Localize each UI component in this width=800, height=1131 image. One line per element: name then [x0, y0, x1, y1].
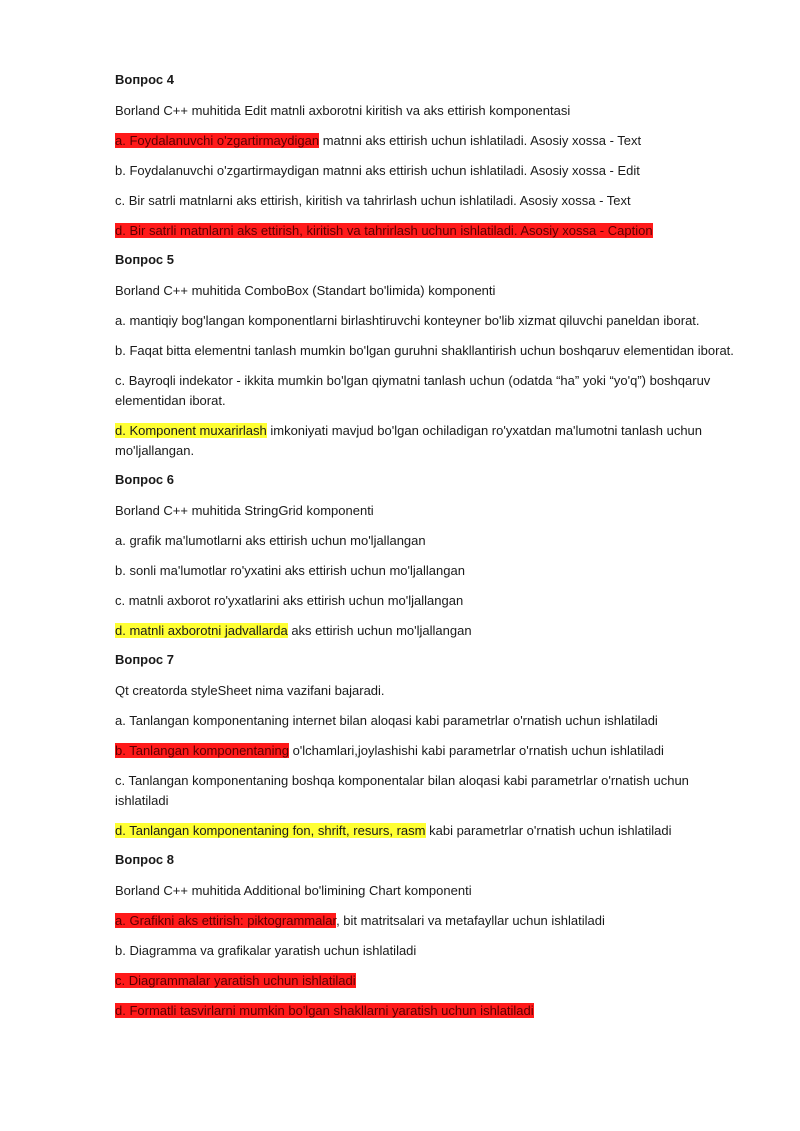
question-text: Qt creatorda styleSheet nima vazifani bajaradi. [115, 683, 385, 698]
highlighted-answer-text: b. Tanlangan komponentaning [115, 743, 289, 758]
highlighted-answer-text: d. Komponent muxarirlash [115, 423, 267, 438]
document-body [115, 71, 740, 1031]
answer-option [115, 531, 740, 551]
answer-text: c. Bayroqli indekator - ikkita mumkin bo'lgan qiymatni tanlash uchun (odatda “ha” yoki “yo'q”) boshqaruv elementidan iborat. [115, 373, 711, 408]
answer-option [115, 911, 740, 931]
answer-option [115, 821, 740, 841]
answer-text: a. Tanlangan komponentaning internet bilan aloqasi kabi parametrlar o'rnatish uchun ishlatiladi [115, 713, 658, 728]
answer-option [115, 221, 740, 241]
answer-text: , bit matritsalari va metafayllar uchun ishlatiladi [336, 913, 605, 928]
question-block [115, 651, 740, 841]
answer-text: kabi parametrlar o'rnatish uchun ishlatiladi [425, 823, 672, 838]
question-title: Вопрос 5 [115, 252, 174, 267]
answer-option [115, 341, 740, 361]
highlighted-answer-text: c. Diagrammalar yaratish uchun ishlatiladi [115, 973, 356, 988]
question-block [115, 251, 740, 461]
answer-text: b. Faqat bitta elementni tanlash mumkin bo'lgan guruhni shakllantirish uchun boshqaruv elementidan iborat. [115, 343, 734, 358]
answer-text: a. mantiqiy bog'langan komponentlarni birlashtiruvchi konteyner bo'lib xizmat qiluvchi paneldan iborat. [115, 313, 700, 328]
answer-option [115, 711, 740, 731]
highlighted-answer-text: a. Grafikni aks ettirish: piktogrammalar [115, 913, 337, 928]
answer-option [115, 971, 740, 991]
answer-option [115, 591, 740, 611]
answer-text: o'lchamlari,joylashishi kabi parametrlar o'rnatish uchun ishlatiladi [288, 743, 664, 758]
answer-text: b. Diagramma va grafikalar yaratish uchun ishlatiladi [115, 943, 417, 958]
question-text: Borland C++ muhitida Additional bo'limining Chart komponenti [115, 883, 472, 898]
question-title: Вопрос 8 [115, 852, 174, 867]
answer-option [115, 161, 740, 181]
answer-option [115, 771, 740, 811]
answer-text: a. grafik ma'lumotlarni aks ettirish uchun mo'ljallangan [115, 533, 426, 548]
question-text: Borland C++ muhitida Edit matnli axborotni kiritish va aks ettirish komponentasi [115, 103, 571, 118]
answer-option [115, 311, 740, 331]
answer-text: matnni aks ettirish uchun ishlatiladi. Asosiy xossa - Text [319, 133, 642, 148]
question-title: Вопрос 4 [115, 72, 174, 87]
answer-option [115, 621, 740, 641]
answer-text: imkoniyati mavjud bo'lgan ochiladigan ro'yxatdan ma'lumotni tanlash uchun mo'ljallangan. [115, 423, 703, 458]
highlighted-answer-text: d. Formatli tasvirlarni mumkin bo'lgan shakllarni yaratish uchun ishlatiladi [115, 1003, 534, 1018]
highlighted-answer-text: d. matnli axborotni jadvallarda [115, 623, 288, 638]
answer-text: c. Tanlangan komponentaning boshqa komponentalar bilan aloqasi kabi parametrlar o'rnatish uchun ishlatiladi [115, 773, 689, 808]
highlighted-answer-text: d. Tanlangan komponentaning fon, shrift, resurs, rasm [115, 823, 426, 838]
answer-option [115, 371, 740, 411]
highlighted-answer-text: d. Bir satrli matnlarni aks ettirish, kiritish va tahrirlash uchun ishlatiladi. Asosiy xossa - Caption [115, 223, 653, 238]
answer-text: c. matnli axborot ro'yxatlarini aks ettirish uchun mo'ljallangan [115, 593, 464, 608]
question-block [115, 851, 740, 1021]
answer-text: b. Foydalanuvchi o'zgartirmaydigan matnni aks ettirish uchun ishlatiladi. Asosiy xossa - Edit [115, 163, 640, 178]
answer-option [115, 741, 740, 761]
answer-option [115, 421, 740, 461]
question-title: Вопрос 7 [115, 652, 174, 667]
answer-text: b. sonli ma'lumotlar ro'yxatini aks ettirish uchun mo'ljallangan [115, 563, 465, 578]
question-text: Borland C++ muhitida StringGrid komponenti [115, 503, 374, 518]
answer-option [115, 561, 740, 581]
answer-option [115, 941, 740, 961]
question-title: Вопрос 6 [115, 472, 174, 487]
answer-text: aks ettirish uchun mo'ljallangan [287, 623, 472, 638]
answer-text: c. Bir satrli matnlarni aks ettirish, kiritish va tahrirlash uchun ishlatiladi. Asosiy xossa - Text [115, 193, 631, 208]
answer-option [115, 1001, 740, 1021]
question-block [115, 71, 740, 241]
answer-option [115, 131, 740, 151]
question-text: Borland C++ muhitida ComboBox (Standart bo'limida) komponenti [115, 283, 496, 298]
highlighted-answer-text: a. Foydalanuvchi o'zgartirmaydigan [115, 133, 320, 148]
question-block [115, 471, 740, 641]
answer-option [115, 191, 740, 211]
